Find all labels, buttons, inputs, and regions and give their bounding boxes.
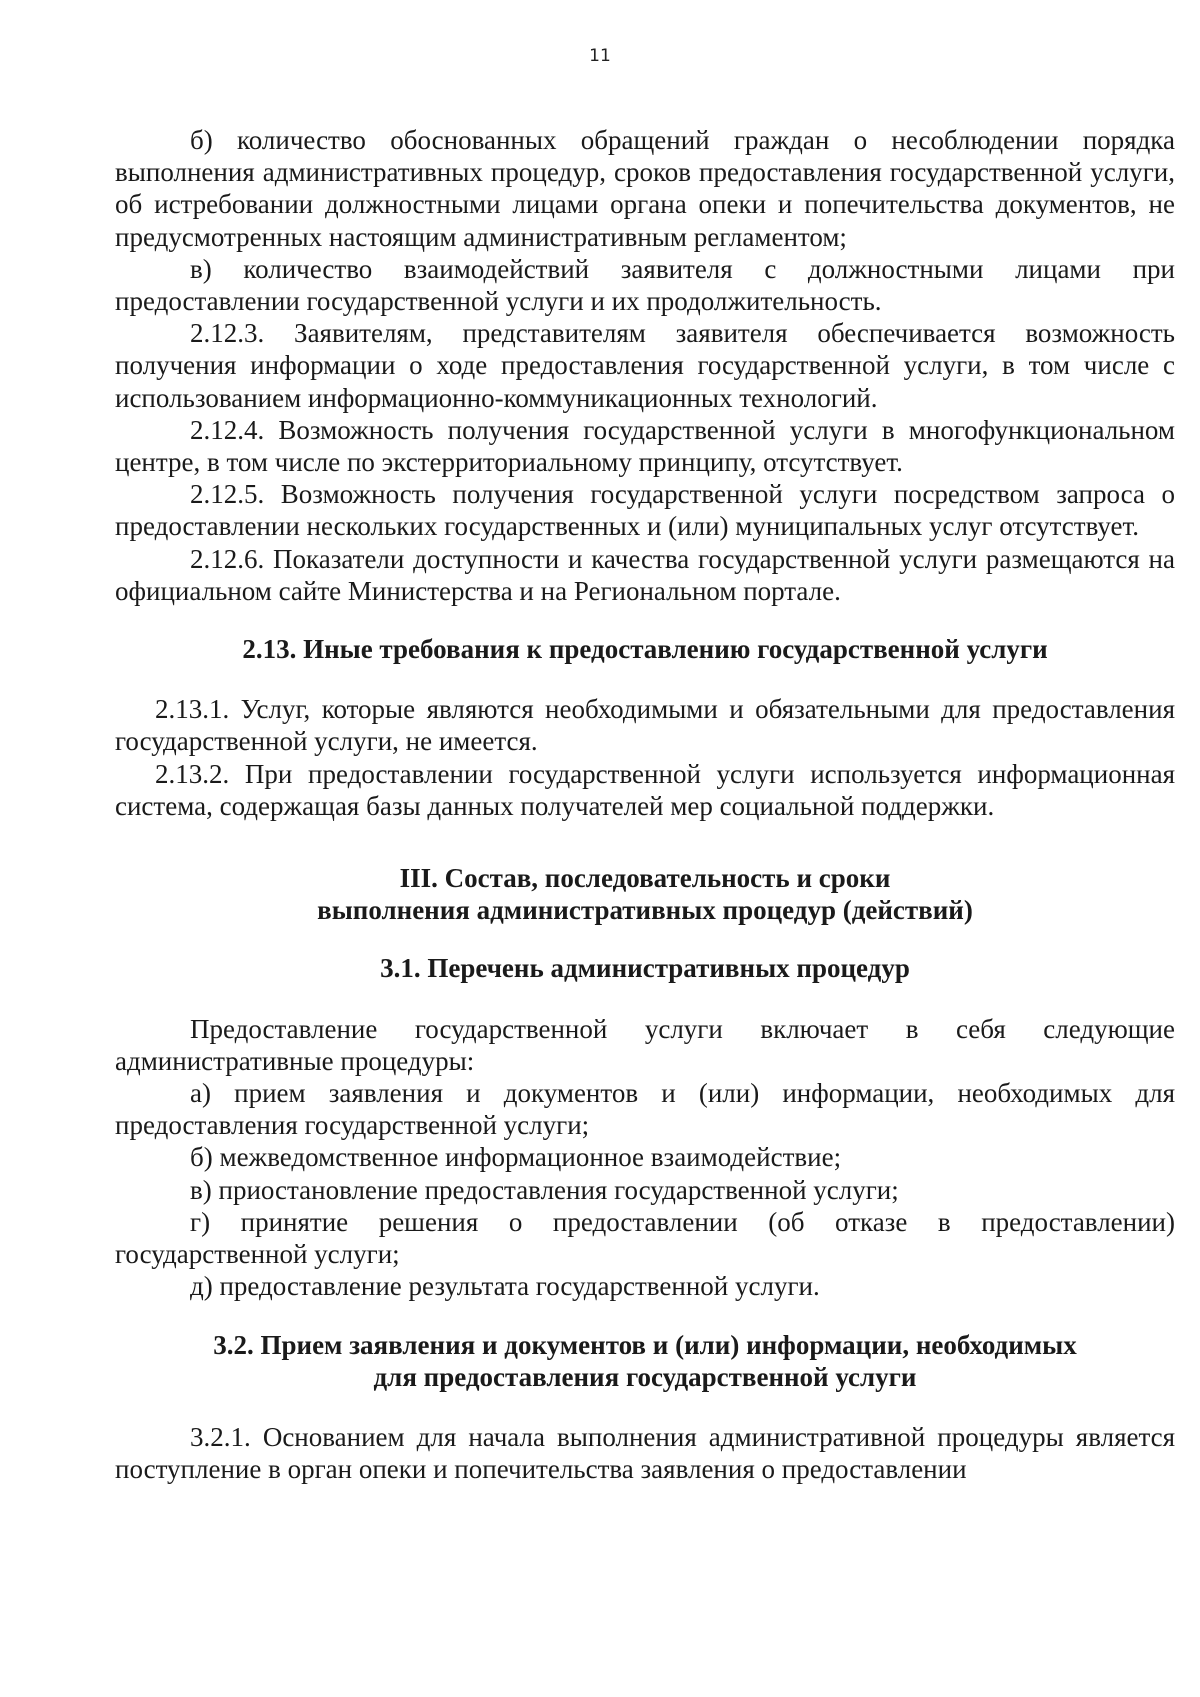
paragraph-2-12-4: 2.12.4. Возможность получения государственной услуги в многофункциональном центре, в том числе по экстерриториальному принципу, отсутствует. — [115, 414, 1175, 478]
heading-section-III-line1: III. Состав, последовательность и сроки — [399, 863, 891, 894]
list-item-g: г) принятие решения о предоставлении (об отказе в предоставлении) государственной услуги; — [115, 1206, 1175, 1270]
heading-section-III — [115, 862, 1175, 926]
paragraph-2-13-2: 2.13.2. При предоставлении государственной услуги используется информационная система, содержащая базы данных получателей мер социальной поддержки. — [115, 758, 1175, 821]
paragraph-2-12-5: 2.12.5. Возможность получения государственной услуги посредством запроса о предоставлении нескольких государственных и (или) муниципальных услуг отсутствует. — [115, 479, 1175, 542]
list-item-d: д) предоставление результата государственной услуги. — [190, 1271, 820, 1302]
paragraph-2-13-1: 2.13.1. Услуг, которые являются необходимыми и обязательными для предоставления государственной услуги, не имеется. — [115, 694, 1175, 757]
heading-3-1: 3.1. Перечень административных процедур — [380, 953, 910, 984]
heading-3-2-line1: 3.2. Прием заявления и документов и (или) информации, необходимых — [213, 1329, 1077, 1360]
list-item-v: в) приостановление предоставления государственной услуги; — [190, 1174, 899, 1205]
paragraph-2-12-6: 2.12.6. Показатели доступности и качества государственной услуги размещаются на официальном сайте Министерства и на Региональном портале. — [115, 543, 1175, 606]
list-item-b: б) межведомственное информационное взаимодействие; — [190, 1142, 842, 1173]
heading-section-III-line2: выполнения административных процедур (действий) — [317, 895, 973, 926]
paragraph-v-count-interactions: в) количество взаимодействий заявителя с должностными лицами при предоставлении государственной услуги и их продолжительность. — [115, 253, 1175, 317]
paragraph-3-2-1: 3.2.1. Основанием для начала выполнения административной процедуры является поступление в орган опеки и попечительства заявления о предоставлении — [115, 1421, 1175, 1485]
document-body — [115, 124, 1175, 1485]
paragraph-b-count-complaints: б) количество обоснованных обращений граждан о несоблюдении порядка выполнения административных процедур, сроков предоставления государственной услуги, об истребовании должностными лицами органа опеки и попечительства документов, не предусмотренных настоящим административным регламентом; — [115, 125, 1175, 252]
list-item-a: а) прием заявления и документов и (или) информации, необходимых для предоставления государственной услуги; — [115, 1078, 1175, 1141]
paragraph-procedures-intro: Предоставление государственной услуги включает в себя следующие административные процедуры: — [115, 1013, 1175, 1076]
heading-2-13: 2.13. Иные требования к предоставлению государственной услуги — [242, 634, 1048, 665]
page-number: 11 — [589, 46, 611, 66]
heading-3-2-line2: для предоставления государственной услуги — [373, 1361, 917, 1392]
heading-3-2 — [115, 1329, 1175, 1393]
paragraph-2-12-3: 2.12.3. Заявителям, представителям заявителя обеспечивается возможность получения информации о ходе предоставления государственной услуги, в том числе с использованием информационно-коммуникационных технологий. — [115, 318, 1175, 413]
